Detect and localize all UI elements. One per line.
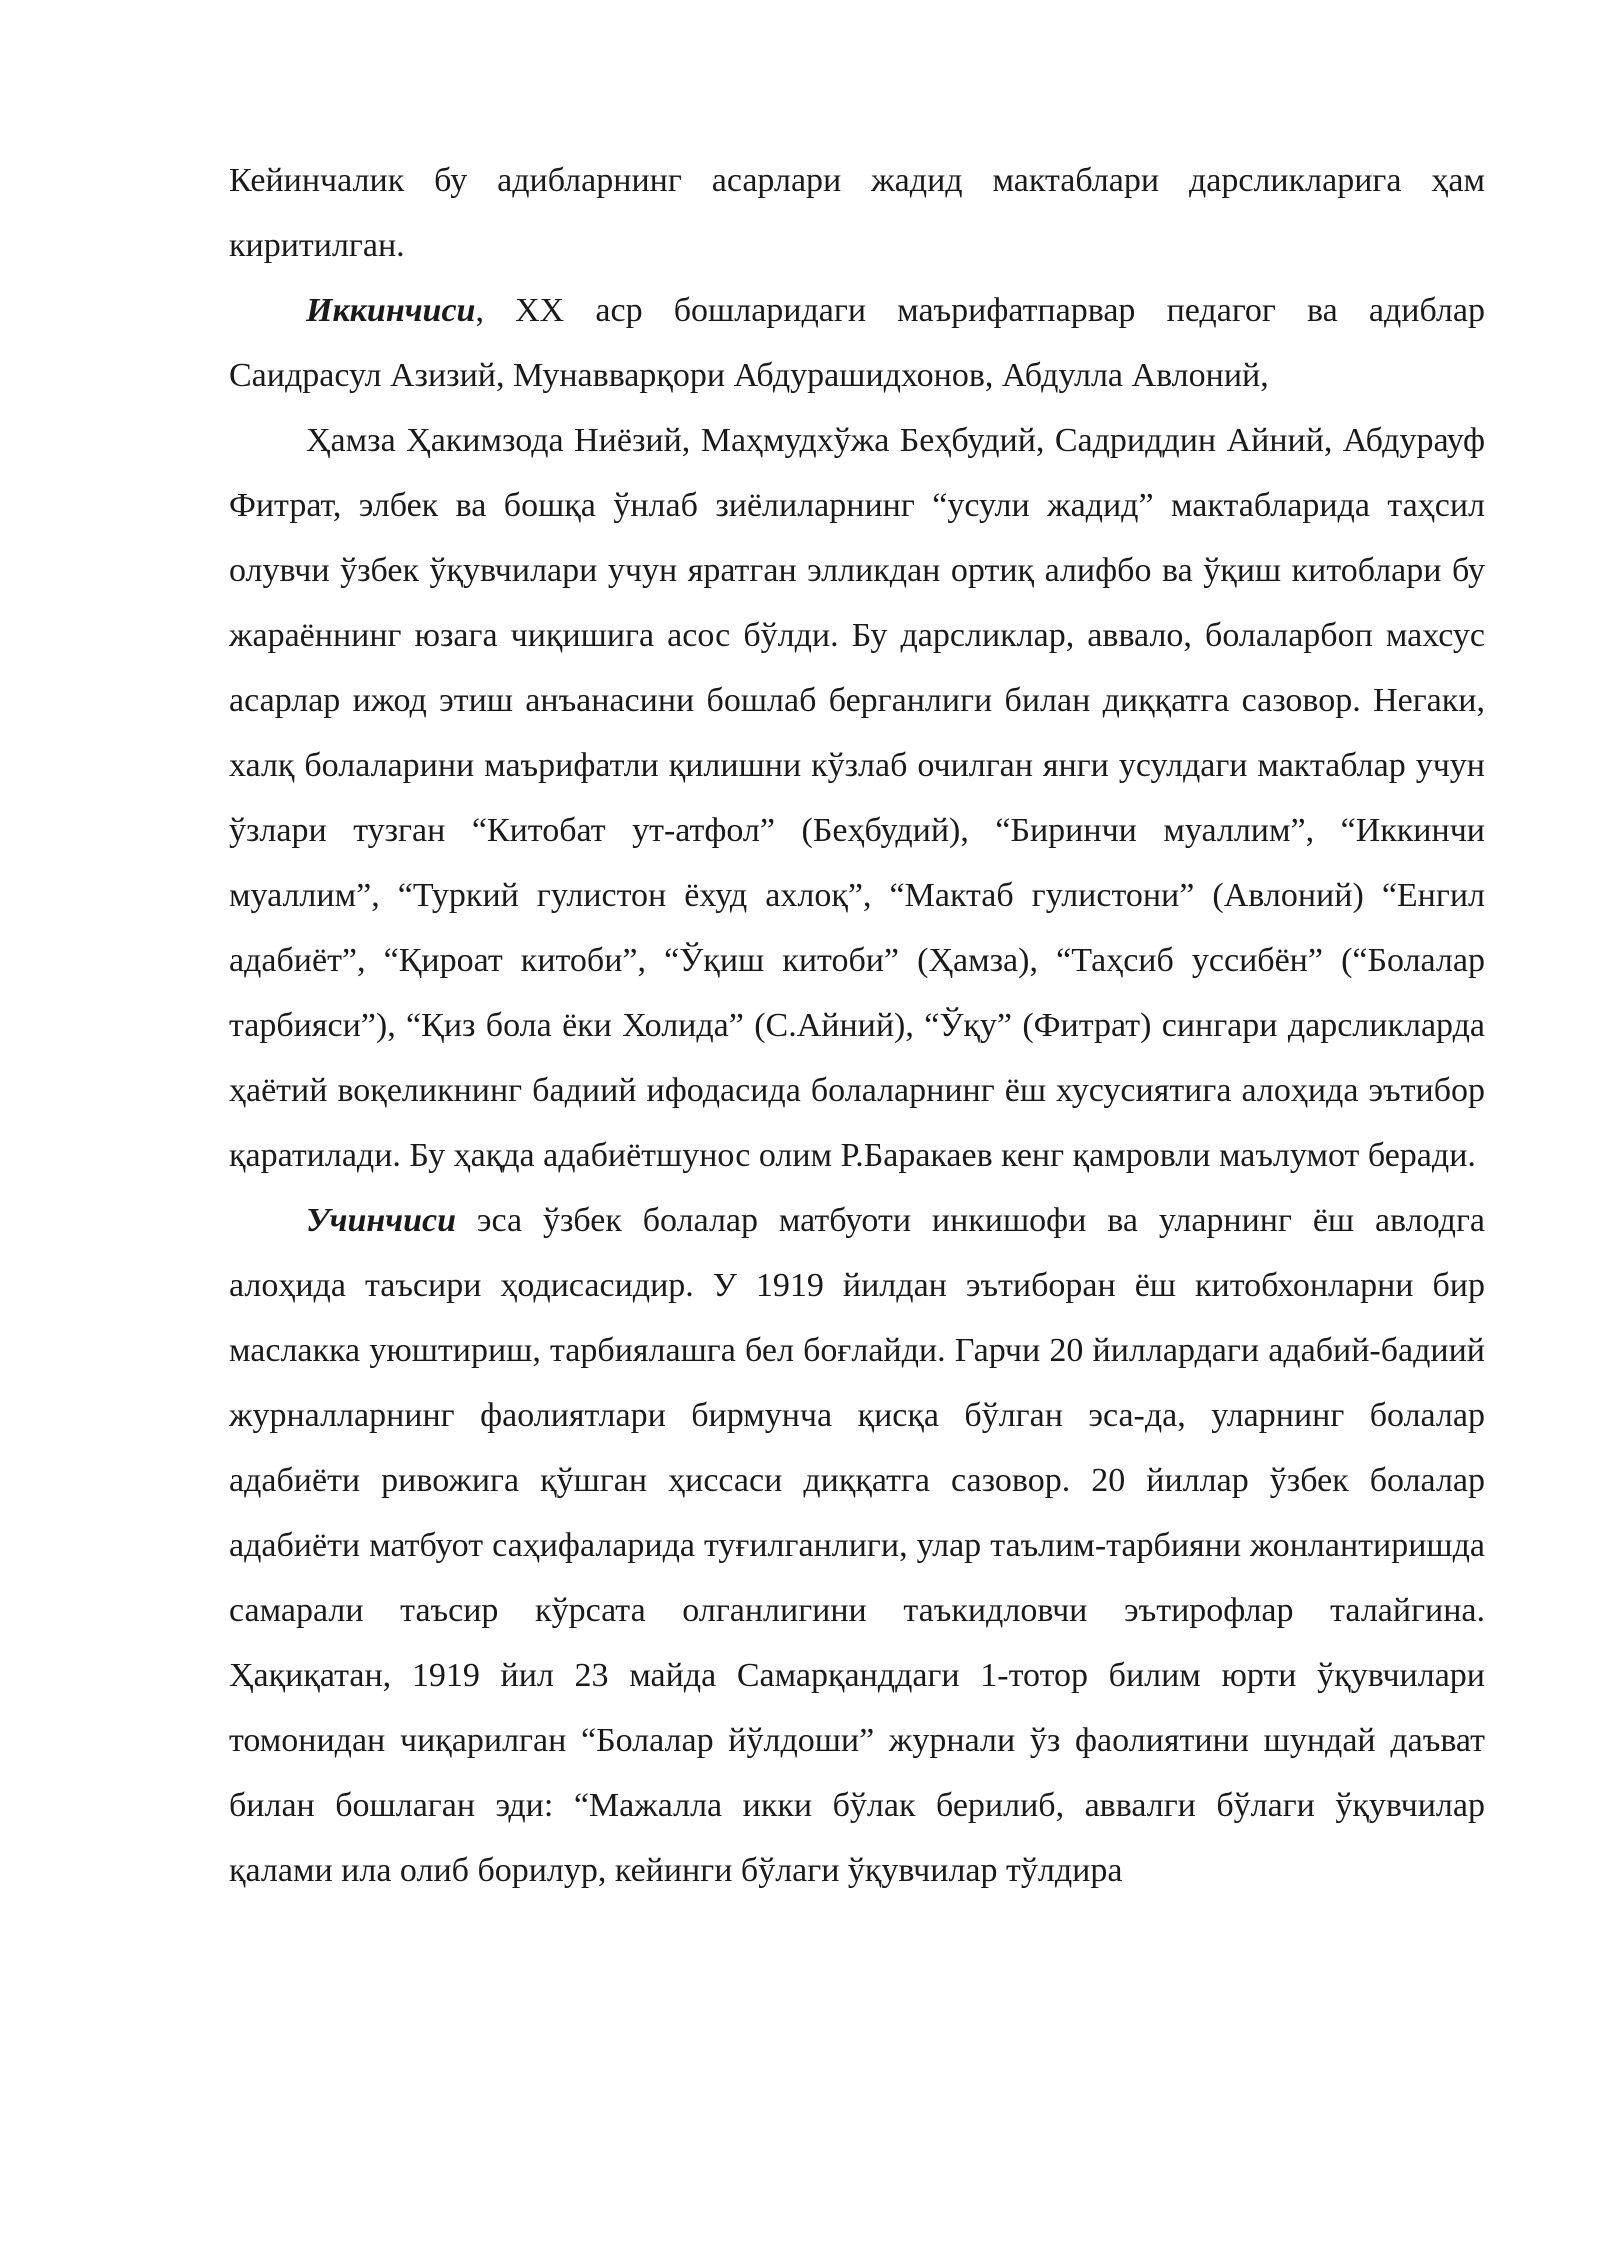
paragraph-lead-word: Иккинчиси bbox=[306, 292, 476, 329]
paragraph-continuation bbox=[229, 148, 1485, 278]
paragraph-text: , ХХ аср бошларидаги маърифатпарвар педагог ва адиблар Саидрасул Азизий, Мунавварқори Абдурашидхонов, Абдулла Авлоний, bbox=[229, 292, 1485, 394]
paragraph-text: эса ўзбек болалар матбуоти инкишофи ва уларнинг ёш авлодга алоҳида таъсири ҳодисасидир. У 1919 йилдан эътиборан ёш китобхонларни бир маслакка уюштириш, тарбиялашга бел боғлайди. Гарчи 20 йиллардаги адабий-бадиий журналларнинг фаолиятлари бирмунча қисқа бўлган эса-да, уларнинг болалар адабиёти ривожига қўшган ҳиссаси диққатга сазовор. 20 йиллар ўзбек болалар адабиёти матбуот саҳифаларида туғилганлиги, улар таълим-тарбияни жонлантиришда самарали таъсир кўрсата олганлигини таъкидловчи эътирофлар талайгина. Ҳақиқатан, 1919 йил 23 майда Самарқанддаги 1-тотор билим юрти ўқувчилари томонидан чиқарилган “Болалар йўлдоши” журнали ўз фаолиятини шундай даъват билан бошлаган эди: “Мажалла икки бўлак берилиб, аввалги бўлаги ўқувчилар қалами ила олиб борилур, кейинги бўлаги ўқувчилар тўлдира bbox=[229, 1202, 1485, 1889]
paragraph-text: Ҳамза Ҳакимзода Ниёзий, Маҳмудхўжа Беҳбудий, Садриддин Айний, Абдурауф Фитрат, элбек ва бошқа ўнлаб зиёлиларнинг “усули жадид” мактабларида таҳсил олувчи ўзбек ўқувчилари учун яратган элликдан ортиқ алифбо ва ўқиш китоблари бу жараённинг юзага чиқишига асос бўлди. Бу дарсликлар, аввало, болаларбоп махсус асарлар ижод этиш анъанасини бошлаб берганлиги билан диққатга сазовор. Негаки, халқ болаларини маърифатли қилишни кўзлаб очилган янги усулдаги мактаблар учун ўзлари тузган “Китобат ут-атфол” (Беҳбудий), “Биринчи муаллим”, “Иккинчи муаллим”, “Туркий гулистон ёхуд ахлоқ”, “Мактаб гулистони” (Авлоний) “Енгил адабиёт”, “Қироат китоби”, “Ўқиш китоби” (Ҳамза), “Таҳсиб уссибён” (“Болалар тарбияси”), “Қиз бола ёки Холида” (С.Айний), “Ўқу” (Фитрат) сингари дарсликларда ҳаётий воқеликнинг бадиий ифодасида болаларнинг ёш хусусиятига алоҳида эътибор қаратилади. Бу ҳақда адабиётшунос олим Р.Баракаев кенг қамровли маълумот беради. bbox=[229, 422, 1485, 1174]
paragraph-text: Кейинчалик бу адибларнинг асарлари жадид мактаблари дарсликларига ҳам киритилган. bbox=[229, 162, 1485, 264]
paragraph-lead-word: Учинчиси bbox=[306, 1202, 457, 1239]
paragraph-third bbox=[229, 1188, 1485, 1903]
paragraph-hamza bbox=[229, 408, 1485, 1188]
document-body bbox=[229, 148, 1485, 1903]
paragraph-second bbox=[229, 278, 1485, 408]
